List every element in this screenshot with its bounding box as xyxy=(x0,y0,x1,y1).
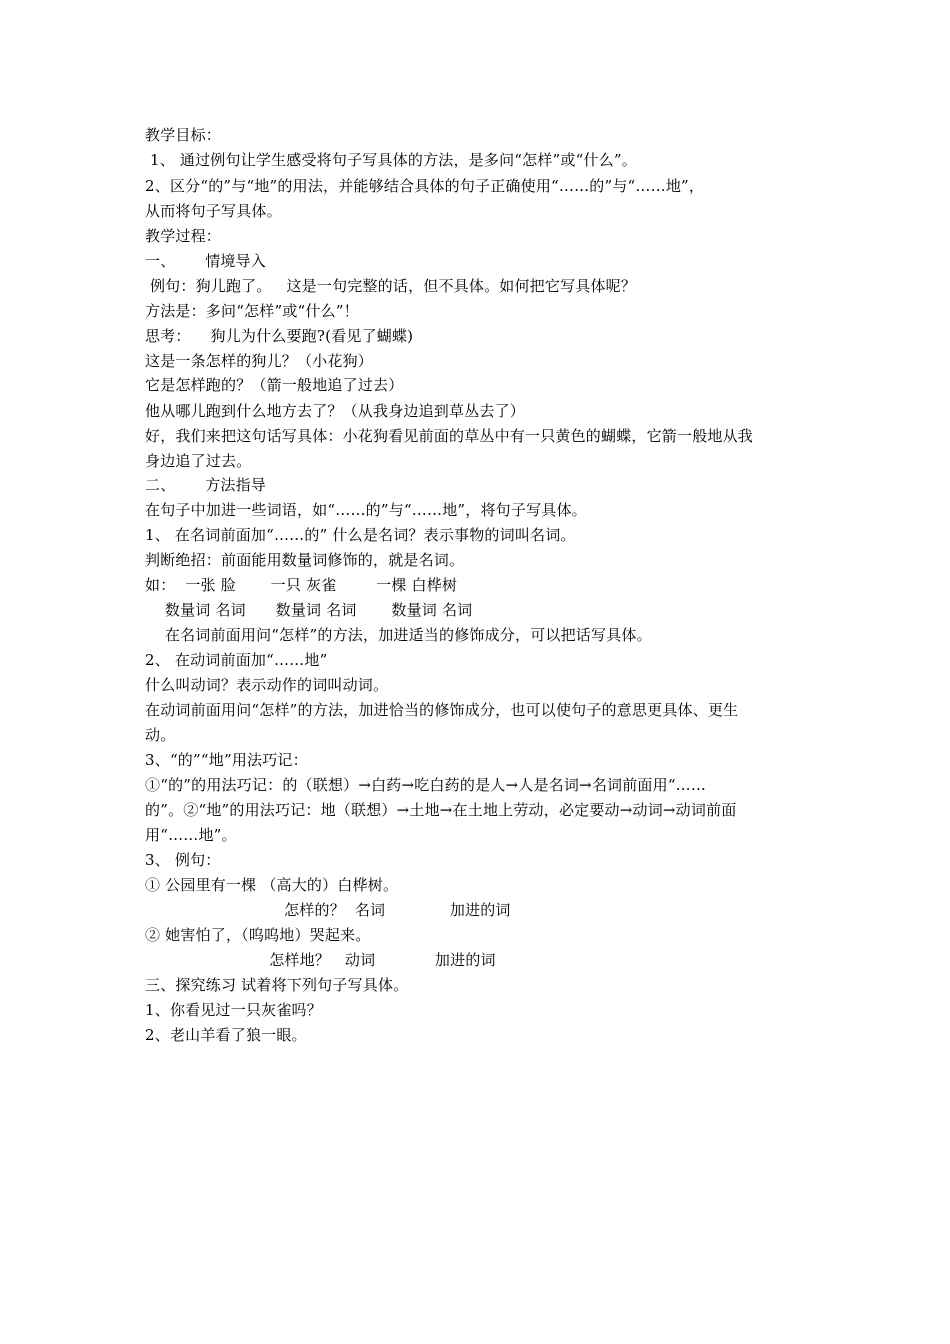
text-line: 它是怎样跑的？（箭一般地追了过去） xyxy=(145,376,404,394)
text-line: ① 公园里有一棵 （高大的）白桦树。 xyxy=(145,876,399,894)
text-line: 的”。②“地”的用法巧记：地（联想）→土地→在土地上劳动，必定要动→动词→动词前面 xyxy=(145,801,737,819)
text-line: 动。 xyxy=(145,726,176,744)
text-line: 用“……地”。 xyxy=(145,826,237,844)
text-line: 怎样的？ 名词 加进的词 xyxy=(145,901,511,919)
exercise-2: 2、老山羊看了狼一眼。 xyxy=(145,1026,307,1044)
text-line: 3、 例句： xyxy=(145,851,221,869)
objective-2-continued: 从而将句子写具体。 xyxy=(145,202,282,220)
exercise-1: 1、你看见过一只灰雀吗？ xyxy=(145,1001,322,1019)
text-line: 怎样地？ 动词 加进的词 xyxy=(145,951,496,969)
text-line: 在动词前面用问“怎样”的方法，加进恰当的修饰成分，也可以使句子的意思更具体、更生 xyxy=(145,701,739,719)
objective-2: 2、区分“的”与“地”的用法，并能够结合具体的句子正确使用“……的”与“……地”， xyxy=(145,177,705,195)
text-line: 3、“的”“地”用法巧记： xyxy=(145,751,308,769)
text-line: 1、 在名词前面加“……的” 什么是名词？表示事物的词叫名词。 xyxy=(145,526,576,544)
text-line: 思考： 狗儿为什么要跑?(看见了蝴蝶) xyxy=(145,327,414,345)
text-line: 如： 一张 脸 一只 灰雀 一棵 白桦树 xyxy=(145,576,458,594)
text-line: 这是一条怎样的狗儿？（小花狗） xyxy=(145,352,374,370)
text-line: 好，我们来把这句话写具体：小花狗看见前面的草丛中有一只黄色的蝴蝶，它箭一般地从我 xyxy=(145,427,754,445)
text-line: ①“的”的用法巧记：的（联想）→白药→吃白药的是人→人是名词→名词前面用“…… xyxy=(145,776,707,794)
text-line: 判断绝招：前面能用数量词修饰的，就是名词。 xyxy=(145,551,465,569)
text-line: 方法是：多问“怎样”或“什么”！ xyxy=(145,302,359,320)
objective-1: 1、 通过例句让学生感受将句子写具体的方法，是多问“怎样”或“什么”。 xyxy=(145,151,637,169)
section-heading-process: 教学过程： xyxy=(145,227,222,245)
step-3-heading: 三、探究练习 试着将下列句子写具体。 xyxy=(145,976,409,994)
text-line: 数量词 名词 数量词 名词 数量词 名词 xyxy=(145,601,473,619)
text-line: 在名词前面用问“怎样”的方法，加进适当的修饰成分，可以把话写具体。 xyxy=(145,626,652,644)
text-line: 他从哪儿跑到什么地方去了？（从我身边追到草丛去了） xyxy=(145,402,526,420)
step-1-heading: 一、 情境导入 xyxy=(145,252,267,270)
section-heading-objectives: 教学目标： xyxy=(145,126,222,144)
step-2-heading: 二、 方法指导 xyxy=(145,476,267,494)
text-line: 例句：狗儿跑了。 这是一句完整的话，但不具体。如何把它写具体呢？ xyxy=(145,277,637,295)
text-line: ② 她害怕了，（呜呜地）哭起来。 xyxy=(145,926,371,944)
text-line: 什么叫动词？表示动作的词叫动词。 xyxy=(145,676,389,694)
text-line: 身边追了过去。 xyxy=(145,452,252,470)
text-line: 2、 在动词前面加“……地” xyxy=(145,651,328,669)
text-line: 在句子中加进一些词语，如“……的”与“……地”，将句子写具体。 xyxy=(145,501,587,519)
